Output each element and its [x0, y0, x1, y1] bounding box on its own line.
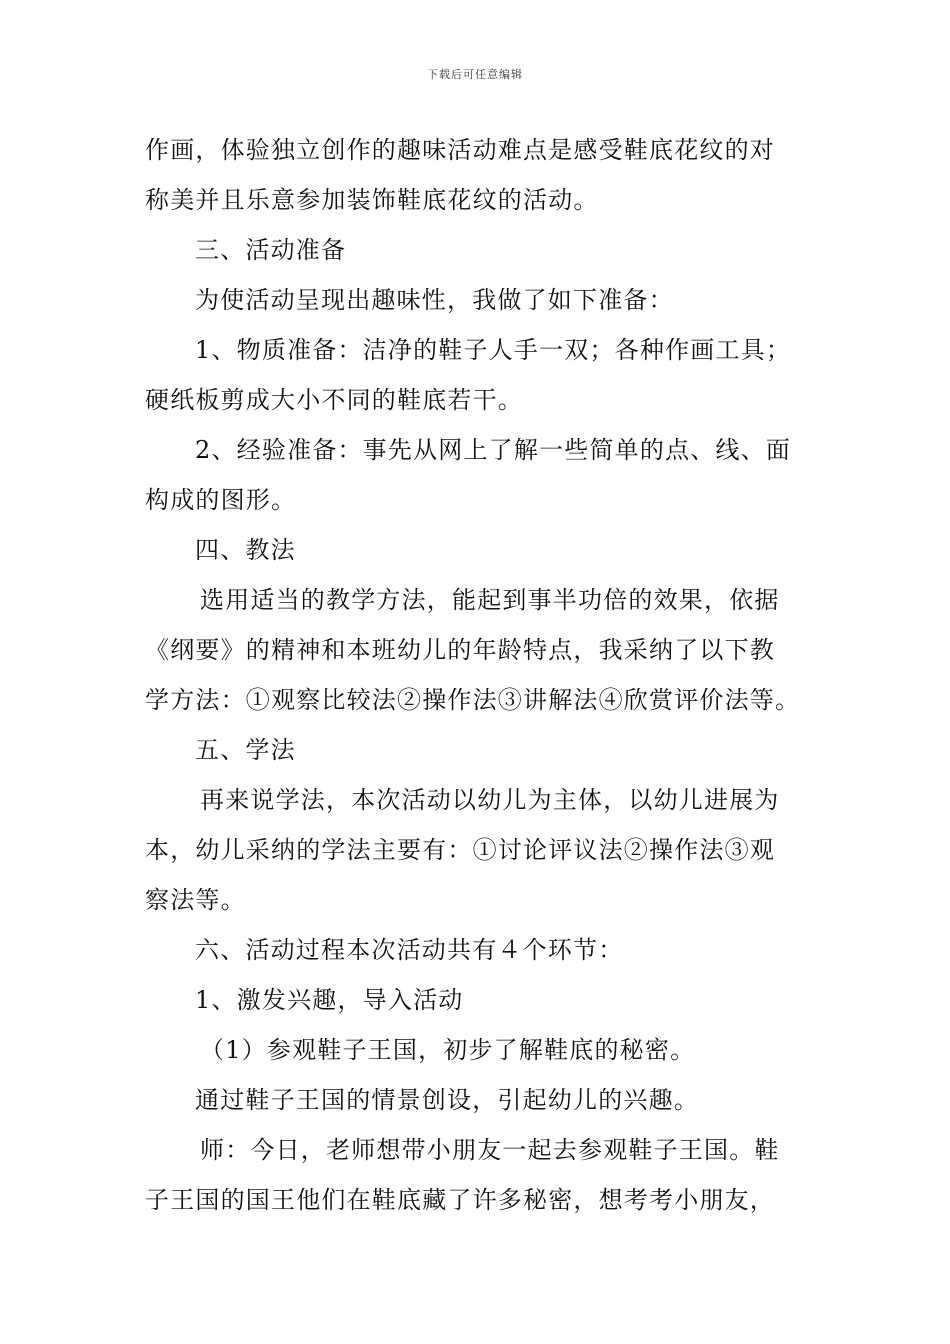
- text-line: 师：今日，老师想带小朋友一起去参观鞋子王国。鞋: [200, 1136, 780, 1164]
- text-line: 2、经验准备：事先从网上了解一些简单的点、线、面: [195, 436, 792, 464]
- text-line: 通过鞋子王国的情景创设，引起幼儿的兴趣。: [195, 1086, 699, 1114]
- text-line: 构成的图形。: [145, 486, 297, 514]
- page-header: 下载后可任意编辑: [427, 68, 523, 81]
- section-heading: 五、学法: [195, 736, 296, 764]
- text-line: （1）参观鞋子王国，初步了解鞋底的秘密。: [200, 1036, 696, 1064]
- text-line: 硬纸板剪成大小不同的鞋底若干。: [145, 386, 523, 414]
- section-heading: 四、教法: [195, 536, 296, 564]
- text-line: 《纲要》的精神和本班幼儿的年龄特点，我采纳了以下教: [145, 636, 775, 664]
- text-line: 1、激发兴趣，导入活动: [195, 986, 464, 1014]
- section-heading: 六、活动过程本次活动共有４个环节：: [195, 936, 624, 964]
- text-line: 选用适当的教学方法，能起到事半功倍的效果，依据: [200, 586, 780, 614]
- text-line: 再来说学法，本次活动以幼儿为主体，以幼儿进展为: [200, 786, 780, 814]
- text-line: 作画，体验独立创作的趣味活动难点是感受鞋底花纹的对: [145, 136, 775, 164]
- text-line: 1、物质准备：洁净的鞋子人手一双；各种作画工具；: [195, 336, 792, 364]
- text-line: 称美并且乐意参加装饰鞋底花纹的活动。: [145, 186, 599, 214]
- text-line: 为使活动呈现出趣味性，我做了如下准备：: [195, 286, 674, 314]
- text-line: 子王国的国王他们在鞋底藏了许多秘密，想考考小朋友，: [145, 1186, 775, 1214]
- text-line: 本，幼儿采纳的学法主要有：①讨论评议法②操作法③观: [145, 836, 775, 864]
- text-line: 学方法：①观察比较法②操作法③讲解法④欣赏评价法等。: [145, 686, 801, 714]
- document-body: [145, 125, 810, 1225]
- section-heading: 三、活动准备: [195, 236, 347, 264]
- text-line: 察法等。: [145, 886, 246, 914]
